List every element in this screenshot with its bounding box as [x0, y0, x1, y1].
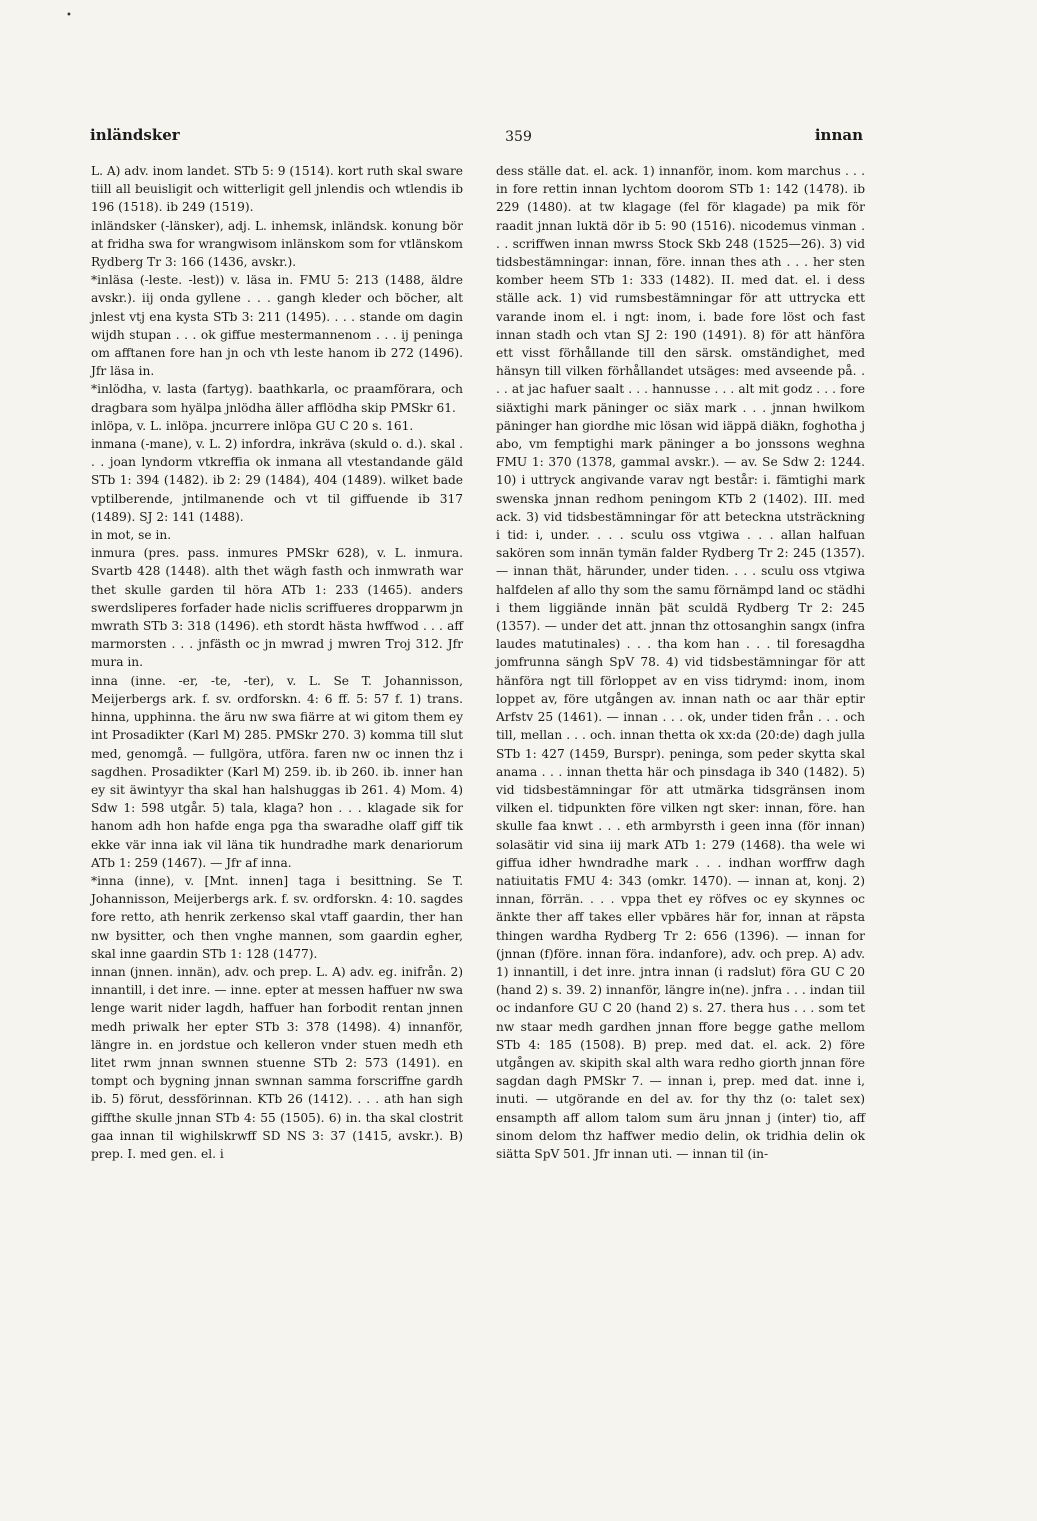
running-head-right: innan [814, 126, 863, 144]
entry-paragraph: in mot, se in. [91, 528, 172, 543]
left-column [91, 162, 463, 1163]
entry-paragraph: innan (jnnen. innän), adv. och prep. L. A) adv. eg. inifrån. 2) innantill, i det inre. — inne. epter at messen haffuer nw swa lenge warit nider lagdh, haffuer han forbodit rentan jnnen medh priwalk her epter STb 3: 378 (1498). 4) innanför, längre in. en jordstue och kelleron vnder stuen medh eth litet rwm jnnan swnnen stuenne STb 2: 573 (1491). en tompt och bygning jnnan swnnan samma forscriffne gardh ib. 5) förut, dessförinnan. KTb 26 (1412). . . . ath han sigh giffthe skulle jnnan STb 4: 55 (1505). 6) in. tha skal clostrit gaa innan til wighilskrwff SD NS 3: 37 (1415, avskr.). B) prep. I. med gen. el. i [91, 964, 463, 1161]
entry-paragraph: inmana (-mane), v. L. 2) infordra, inkräva (skuld o. d.). skal . . . joan lyndorm vtkreffia ok inmana all vtestandande gäld STb 1: 394 (1482). ib 2: 29 (1484), 404 (1489). wilket bade vptilberende, jntilmanende och vt til giffuende ib 317 (1489). SJ 2: 141 (1488). [91, 437, 463, 524]
entry-paragraph: L. A) adv. inom landet. STb 5: 9 (1514). kort ruth skal sware tiill all beuisligit och witterligit gell jnlendis och wtlendis ib 196 (1518). ib 249 (1519). [91, 164, 463, 215]
right-column [496, 162, 865, 1163]
entry-paragraph: inmura (pres. pass. inmures PMSkr 628), v. L. inmura. Svartb 428 (1448). alth thet wägh fasth och inmwrath war thet skulle garden til höra ATb 1: 233 (1465). anders swerdsliperes forfader hade niclis scriffueres dropparwm jn mwrath STb 3: 318 (1496). eth stordt hästa hwffwod . . . aff marmorsten . . . jnfästh oc jn mwrad j mwren Troj 312. Jfr mura in. [91, 546, 463, 670]
page-number: 359 [505, 129, 532, 145]
running-head-left: inländsker [90, 126, 180, 144]
entry-paragraph: *inna (inne), v. [Mnt. innen] taga i besittning. Se T. Johannisson, Meijerbergs ark. f. sv. ordforskn. 4: 10. sagdes fore retto, ath henrik zerkenso skal vtaff gaardin, ther han nw bysitter, och then vnghe mannen, som gaardin egher, skal inne gaardin STb 1: 128 (1477). [91, 873, 463, 961]
entry-paragraph: inlöpa, v. L. inlöpa. jncurrere inlöpa GU C 20 s. 161. [91, 418, 414, 433]
entry-paragraph: inländsker (-länsker), adj. L. inhemsk, inländsk. konung bör at fridha swa for wrangwisom inlänskom som for vtlänskom Rydberg Tr 3: 166 (1436, avskr.). [91, 218, 463, 270]
entry-paragraph: inna (inne. -er, -te, -ter), v. L. Se T. Johannisson, Meijerbergs ark. f. sv. ordforskn. 4: 6 ff. 5: 57 f. 1) trans. hinna, upphinna. the äru nw swa fiärre at wi gitom them ey int Prosadikter (Karl M) 285. PMSkr 270. 3) komma till slut med, genomgå. — fullgöra, utföra. faren nw oc innen thz i sagdhen. Prosadikter (Karl M) 259. ib. ib 260. ib. inner han ey sit äwintyyr tha skal han halshuggas ib 261. 4) Mom. 4) Sdw 1: 598 utgår. 5) tala, klaga? hon . . . klagade sik for hanom adh hon hafde enga pga tha swaradhe olaff giff tik ekke vär inna iak vil läna tik hundradhe mark denariorum ATb 1: 259 (1467). — Jfr af inna. [91, 673, 463, 870]
entry-paragraph: *inläsa (-leste. -lest)) v. läsa in. FMU 5: 213 (1488, äldre avskr.). iij onda gyllene . . . gangh kleder och böcher, alt jnlest vtj ena kysta STb 3: 211 (1495). . . . stande om dagin wijdh stupan . . . ok giffue mestermannenom . . . ij peninga om afftanen fore han jn och vth leste hanom ib 272 (1496). Jfr läsa in. [91, 273, 463, 379]
entry-paragraph: *inlödha, v. lasta (fartyg). baathkarla, oc praamförara, och dragbara som hyälpa jnlödha äller afflödha skip PMSkr 61. [91, 382, 463, 415]
page-dot: • [66, 10, 72, 21]
entry-paragraph: dess ställe dat. el. ack. 1) innanför, inom. kom marchus . . . in fore rettin innan lychtom doorom STb 1: 142 (1478). ib 229 (1480). at tw klagage (fel för klagade) pa mik för raadit jnnan luktä dör ib 5: 90 (1516). nicodemus vinman . . . scriffwen innan mwrss Stock Skb 248 (1525—26). 3) vid tidsbestämningar: innan, före. innan thes ath . . . her sten komber heem STb 1: 333 (1482). II. med dat. el. i dess ställe ack. 1) vid rumsbestämningar för att uttrycka ett varande inom el. i ngt: inom, i. bade fore löst och fast innan stadh och vtan SJ 2: 190 (1491). 8) för att hänföra ett visst förhållande till den särsk. omständighet, med hänsyn till vilken förhållandet utsäges: med avseende på. . . . at jac hafuer saalt . . . hannusse . . . alt mit godz . . . fore siäxtighi mark päninger oc siäx mark . . . jnnan hwilkom päninger han giordhe mic lösan wid iäppä diäkn, foghotha j abo, vm femptighi mark päninger a bo jonssons weghna FMU 1: 370 (1378, gammal avskr.). — av. Se Sdw 2: 1244. 10) i uttryck angivande varav ngt består: i. fämtighi mark swenska jnnan redhom peningom KTb 2 (1402). III. med ack. 3) vid tidsbestämningar för att beteckna utsträckning i tid: i, under. . . . sculu oss vtgiwa . . . allan halfuan sakören som innän tymän falder Rydberg Tr 2: 245 (1357). — innan thät, härunder, under tiden. . . . sculu oss vtgiwa halfdelen af allo thy som the samu förnämpd land oc städhi i them liggiände innän þät sculdä Rydberg Tr 2: 245 (1357). — under det att. jnnan thz ottosanghin sangx (infra laudes matutinales) . . . tha kom han . . . til foresagdha jomfrunna sängh SpV 78. 4) vid tidsbestämningar för att hänföra ngt till förloppet av en viss tidrymd: inom, inom loppet av, före utgången av. innan nath oc aar thär eptir Arfstv 25 (1461). — innan . . . ok, under tiden från . . . och till, mellan . . . och. innan thetta ok xx:da (20:de) dagh julla STb 1: 427 (1459, Burspr). peninga, som peder skytta skal anama . . . innan thetta här och pinsdaga ib 340 (1482). 5) vid tidsbestämningar för att utmärka tidsgränsen inom vilken el. tidpunkten före vilken ngt sker: innan, före. han skulle faa knwt . . . eth armbyrsth i geen inna (för innan) solasätir vid sina iij mark ATb 1: 279 (1468). tha wele wi giffua idher hwndradhe mark . . . indhan worffrw dagh natiuitatis FMU 4: 343 (omkr. 1470). — innan at, konj. 2) innan, förrän. . . . vppa thet ey röfves oc ey skynnes oc änkte ther aff takes eller vpbäres här for, innan at räpsta thingen wardha Rydberg Tr 2: 656 (1396). — innan for (jnnan (f)före. innan föra. indanfore), adv. och prep. A) adv. 1) innantill, i det inre. jntra innan (i radslut) föra GU C 20 (hand 2) s. 39. 2) innanför, längre in(ne). jnfra . . . indan tiil oc indanfore GU C 20 (hand 2) s. 27. thera hus . . . som tet nw staar medh gardhen jnnan ffore begge gathe mellom STb 4: 185 (1508). B) prep. med dat. el. ack. 2) före utgången av. skipith skal alth wara redho giorth jnnan före sagdan dagh PMSkr 7. — innan i, prep. med dat. inne i, inuti. — utgörande en del av. for thy thz (o: talet sex) ensampth aff allom talom sum äru jnnan j (inter) tio, aff sinom delom thz haffwer medio delin, ok tridhia delin ok siätta SpV 501. Jfr innan uti. — innan til (in- [496, 164, 865, 1161]
